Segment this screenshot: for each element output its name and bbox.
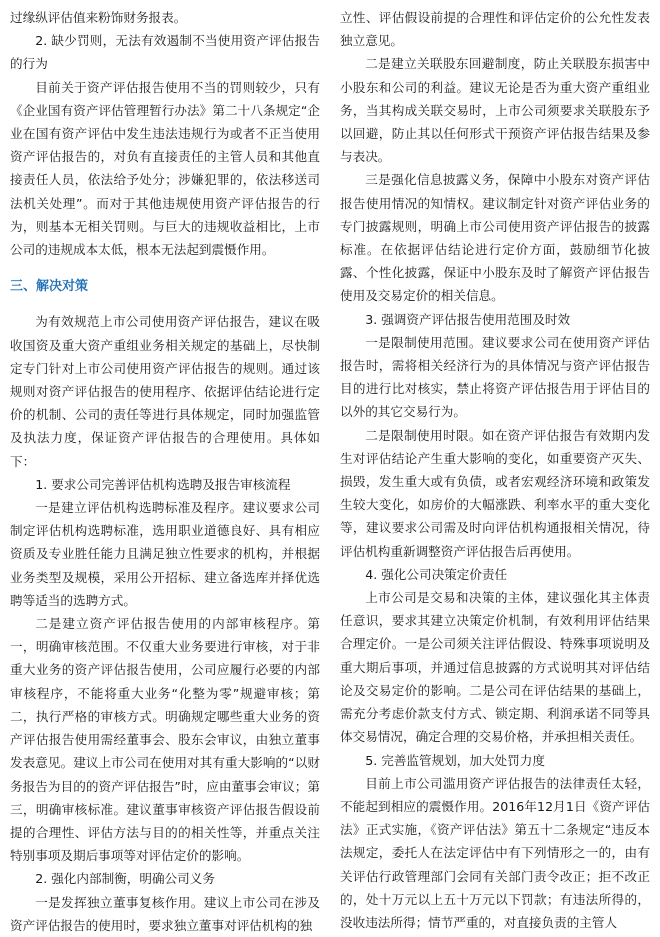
paragraph-related-party: 二是建立关联股东回避制度，防止关联股东损害中小股东和公司的利益。建议无论是否为重大资产重组业务，当其构成关联交易时，上市公司须要求关联股东予以回避，防止其以任何形式干预资产评估报告结果及参与表决。 xyxy=(340,56,650,165)
left-column xyxy=(10,6,320,933)
paragraph-scope: 一是限制使用范围。建议要求公司在使用资产评估报告时，需将相关经济行为的具体情况与资产评估报告目的进行比对核实，禁止将资产评估报告用于评估目的以外的其它交易行为。 xyxy=(340,334,650,420)
paragraph-time-limit: 二是限制使用时限。如在资产评估报告有效期内发生对评估结论产生重大影响的变化，如重要资产灭失、损毁，发生重大或有负债，或者宏观经济环境和政策发生较大变化，如房价的大幅涨跌、利率水平的重大变化等，建议要求公司需及时向评估机构通报相关情况，待评估机构重新调整资产评估报告后再使用。 xyxy=(340,427,650,559)
paragraph-responsibility: 上市公司是交易和决策的主体，建议强化其主体责任意识，要求其建立决策定价机制，有效利用评估结果合理定价。一是公司须关注评估假设、特殊事项说明及重大期后事项，并通过信息披露的方式说明其对评估结论及交易定价的影响。二是公司在评估结果的基础上，需充分考虑价款支付方式、锁定期、利润承诺不同等具体交易情况，确定合理的交易价格，并承担相关责任。 xyxy=(340,590,650,745)
paragraph-continuation-right: 立性、评估假设前提的合理性和评估定价的公允性发表独立意见。 xyxy=(340,10,650,49)
subheading-2: 2. 强化内部制衡，明确公司义务 xyxy=(35,871,215,887)
paragraph-continuation: 过缘纵评估值来粉饰财务报表。 xyxy=(10,10,187,25)
paragraph-supervision: 目前上市公司滥用资产评估报告的法律责任太轻，不能起到相应的震慑作用。2016年12月1日《资产评估法》正式实施，《资产评估法》第五十二条规定“违反本法规定，委托人在法定评估中有下列情形之一的，由有关评估行政管理部门会同有关部门责令改正；拒不改正的，处十万元以上五十万元以下罚款；有违法所得的，没收违法所得；情节严重的，对直接负责的主管人 xyxy=(340,775,650,930)
subheading-penalty: 2. 缺少罚则，无法有效遏制不当使用资产评估报告的行为 xyxy=(10,33,320,72)
subheading-1: 1. 要求公司完善评估机构选聘及报告审核流程 xyxy=(35,476,291,492)
right-column xyxy=(340,6,650,930)
subheading-3: 3. 强调资产评估报告使用范围及时效 xyxy=(365,311,571,327)
subheading-5: 5. 完善监管规划，加大处罚力度 xyxy=(365,752,545,768)
paragraph-independent: 一是发挥独立董事复核作用。建议上市公司在涉及资产评估报告的使用时，要求独立董事对评估机构的独 xyxy=(10,894,320,933)
paragraph-selection: 一是建立评估机构选聘标准及程序。建议要求公司制定评估机构选聘标准，选用职业道德良好、具有相应资质及专业胜任能力且满足独立性要求的机构，并根据业务类型及规模，采用公开招标、建立备选库并择优选聘等适当的选聘方式。 xyxy=(10,500,320,608)
paragraph-review: 二是建立资产评估报告使用的内部审核程序。第一，明确审核范围。不仅重大业务要进行审核，对于非重大业务的资产评估报告使用，公司应履行必要的内部审核程序，不能将重大业务“化整为零”规避审核；第二，执行严格的审核方式。明确规定哪些重大业务的资产评估报告使用需经董事会、股东会审议，由独立董事发表意见。建议上市公司在使用对其有重大影响的“以财务报告为目的的资产评估报告”时，应由董事会审议；第三，明确审核标准。建议董事审核资产评估报告假设前提的合理性、评估方法与目的的相关性等，并重点关注特别事项及期后事项等对评估定价的影响。 xyxy=(10,616,320,864)
paragraph-disclosure: 三是强化信息披露义务，保障中小股东对资产评估报告使用情况的知情权。建议制定针对资产评估业务的专门披露规则，明确上市公司使用资产评估报告的披露标准。在依据评估结论进行定价方面，鼓励细节化披露、个性化披露，保证中小股东及时了解资产评估报告使用及交易定价的相关信息。 xyxy=(340,172,650,304)
paragraph-intro: 为有效规范上市公司使用资产评估报告，建议在吸收国资及重大资产重组业务相关规定的基础上，尽快制定专门针对上市公司使用资产评估报告的规则。通过该规则对资产评估报告的使用程序、依据评估结论进行定价的机制、公司的责任等进行具体规定，同时加强监管及执法力度，保证资产评估报告的合理使用。具体如下： xyxy=(10,314,320,469)
section-heading: 三、解决对策 xyxy=(10,279,89,295)
paragraph-penalty: 目前关于资产评估报告使用不当的罚则较少，只有《企业国有资产评估管理暂行办法》第二十八条规定“企业在国有资产评估中发生违法违规行为或者不正当使用资产评估报告的，对负有直接责任的主管人员和其他直接责任人员，依法给予处分；涉嫌犯罪的，依法移送司法机关处理”。而对于其他违规使用资产评估报告的行为，则基本无相关罚则。与巨大的违规收益相比，上市公司的违规成本太低，根本无法起到震慑作用。 xyxy=(10,79,320,258)
subheading-4: 4. 强化公司决策定价责任 xyxy=(365,566,508,582)
